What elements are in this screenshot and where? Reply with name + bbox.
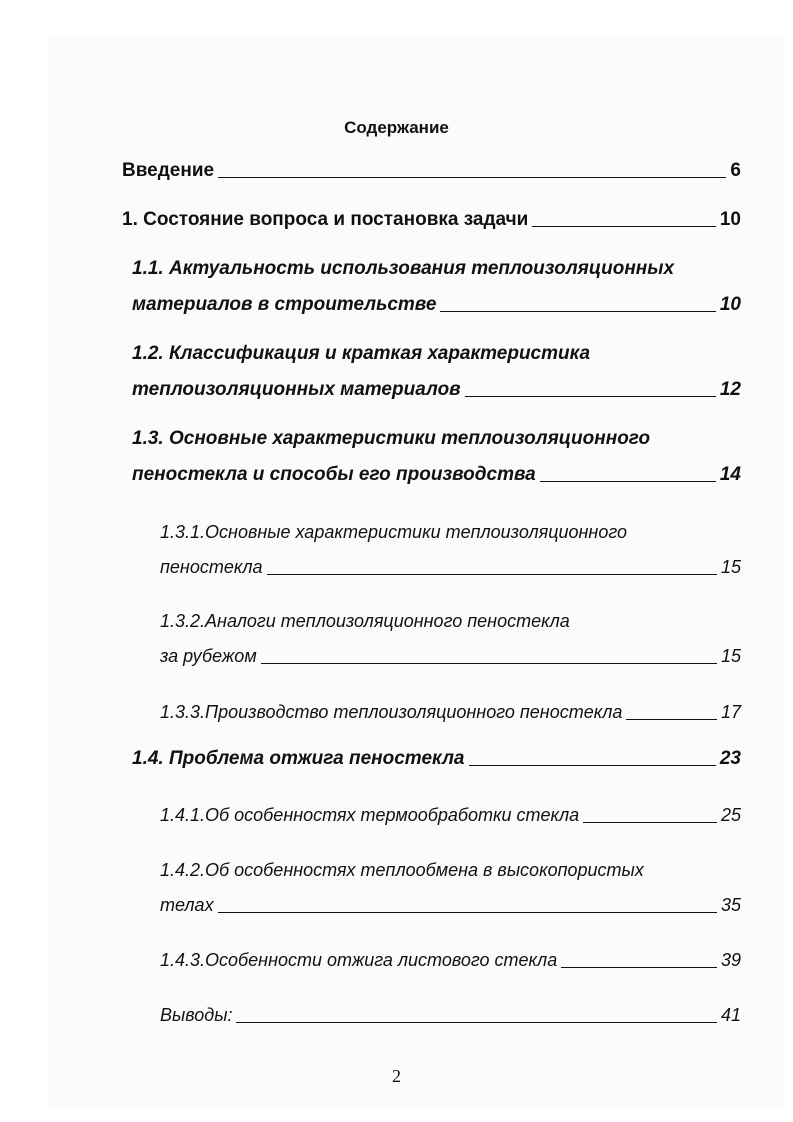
toc-entry-1-4-2-line1: 1.4.2.Об особенностях теплообмена в высокопористых [160, 860, 644, 880]
toc-entry-1-1-line1: 1.1. Актуальность использования теплоизоляционных [132, 258, 675, 279]
toc-leader [440, 310, 715, 312]
toc-page-number: 23 [719, 748, 741, 769]
toc-entry-text: материалов в строительстве [132, 294, 437, 315]
toc-page-number: 17 [720, 702, 741, 722]
toc-entry-chapter-1[interactable] [122, 209, 741, 231]
toc-heading: Содержание [344, 118, 449, 137]
toc-leader [540, 480, 716, 482]
toc-entry-introduction[interactable] [122, 160, 741, 182]
toc-entry-text: теплоизоляционных материалов [132, 379, 461, 400]
toc-entry-text: 1.3.3.Производство теплоизоляционного пеностекла [160, 702, 623, 722]
toc-page-number: 15 [720, 557, 741, 577]
toc-entry-1-3-2-line1: 1.3.2.Аналоги теплоизоляционного пеностекла [160, 611, 570, 631]
toc-entry-text: 1.4.3.Особенности отжига листового стекла [160, 950, 558, 970]
toc-entry-conclusions[interactable] [160, 1005, 741, 1026]
toc-entry-1-4-2[interactable] [160, 895, 741, 916]
toc-page-number: 15 [720, 646, 741, 666]
toc-entry-1-1[interactable] [132, 294, 741, 316]
toc-leader [236, 1021, 717, 1023]
toc-entry-text: пеностекла [160, 557, 263, 577]
toc-entry-text: за рубежом [160, 646, 257, 666]
toc-entry-text: Выводы: [160, 1005, 233, 1025]
toc-page-number: 12 [719, 379, 741, 400]
toc-page-number: 10 [719, 294, 741, 315]
toc-leader [218, 176, 726, 178]
toc-entry-text: 1.4.1.Об особенностях термообработки стекла [160, 805, 580, 825]
toc-page-number: 39 [720, 950, 741, 970]
toc-entry-1-4[interactable] [132, 748, 741, 770]
toc-entry-1-3-1[interactable] [160, 557, 741, 578]
toc-entry-text: пеностекла и способы его производства [132, 464, 536, 485]
toc-entry-1-2[interactable] [132, 379, 741, 401]
toc-leader [561, 966, 717, 968]
toc-leader [267, 573, 717, 575]
toc-entry-1-3-line1: 1.3. Основные характеристики теплоизоляционного [132, 428, 651, 449]
toc-entry-text: 1.4. Проблема отжига пеностекла [132, 748, 465, 769]
toc-entry-1-3-3[interactable] [160, 702, 741, 723]
toc-page-number: 41 [720, 1005, 741, 1025]
toc-leader [532, 225, 716, 227]
toc-leader [218, 911, 717, 913]
toc-page-number: 10 [719, 209, 741, 230]
toc-leader [469, 764, 716, 766]
toc-page-number: 14 [719, 464, 741, 485]
toc-entry-1-4-1[interactable] [160, 805, 741, 826]
toc-leader [626, 718, 717, 720]
toc-entry-1-3-1-line1: 1.3.1.Основные характеристики теплоизоляционного [160, 522, 628, 542]
toc-entry-1-2-line1: 1.2. Классификация и краткая характеристика [132, 343, 591, 364]
toc-leader [465, 395, 716, 397]
toc-entry-1-3[interactable] [132, 464, 741, 486]
toc-page-number: 25 [720, 805, 741, 825]
toc-page-number: 6 [730, 160, 741, 181]
toc-entry-1-4-3[interactable] [160, 950, 741, 971]
toc-entry-text: Введение [122, 160, 215, 181]
toc-page-number: 35 [720, 895, 741, 915]
page-number: 2 [392, 1066, 401, 1086]
toc-leader [261, 662, 717, 664]
toc-entry-text: 1. Состояние вопроса и постановка задачи [122, 209, 529, 230]
toc-leader [583, 821, 717, 823]
toc-entry-1-3-2[interactable] [160, 646, 741, 667]
toc-entry-text: телах [160, 895, 214, 915]
